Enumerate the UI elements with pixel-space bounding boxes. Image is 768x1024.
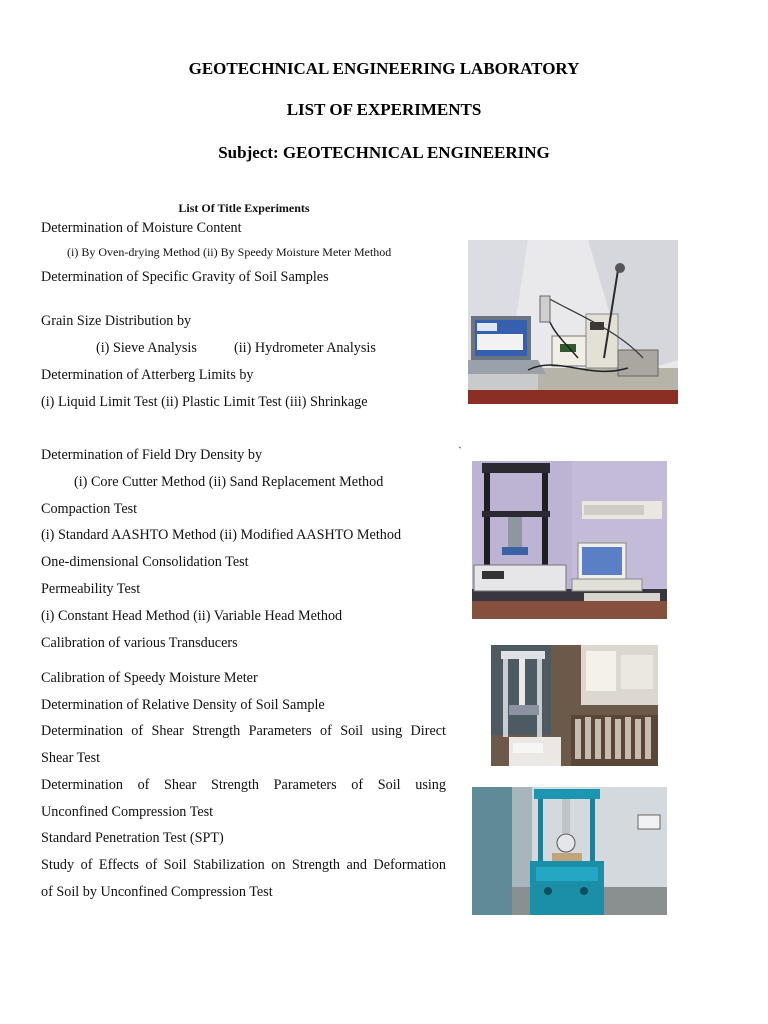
lab-photo-transducer-setup	[468, 240, 678, 404]
subject-title: Subject: GEOTECHNICAL ENGINEERING	[218, 143, 550, 162]
experiment-line: Study of Effects of Soil Stabilization on Strength and Deformation	[41, 857, 446, 873]
experiment-line: Calibration of various Transducers	[41, 635, 238, 651]
experiment-line: (i) Core Cutter Method (ii) Sand Replacement Method	[74, 474, 384, 490]
experiment-line: Grain Size Distribution by	[41, 313, 192, 329]
experiment-line: Determination of Specific Gravity of Soil Samples	[41, 269, 329, 285]
experiment-line: Determination of Field Dry Density by	[41, 447, 263, 463]
experiment-line: One-dimensional Consolidation Test	[41, 554, 249, 570]
experiment-line: Compaction Test	[41, 501, 138, 517]
stray-mark: `	[458, 444, 462, 458]
experiment-line: (ii) Hydrometer Analysis	[234, 340, 376, 356]
experiment-line: (i) Constant Head Method (ii) Variable Head Method	[41, 608, 343, 624]
experiment-line: of Soil by Unconfined Compression Test	[41, 884, 273, 900]
experiment-line: Standard Penetration Test (SPT)	[41, 830, 224, 846]
experiment-line: Determination of Relative Density of Soil Sample	[41, 697, 325, 713]
experiment-line: (i) Standard AASHTO Method (ii) Modified AASHTO Method	[41, 527, 402, 543]
lab-photo-compression-frame	[491, 645, 658, 766]
experiment-line: Unconfined Compression Test	[41, 804, 214, 820]
experiment-line: Determination of Atterberg Limits by	[41, 367, 254, 383]
list-title: LIST OF EXPERIMENTS	[286, 100, 482, 119]
experiment-line: Calibration of Speedy Moisture Meter	[41, 670, 258, 686]
experiment-line: Shear Test	[41, 750, 101, 766]
experiment-line: Permeability Test	[41, 581, 141, 597]
lab-photo-triaxial-machine	[472, 787, 667, 915]
experiment-line: (i) Sieve Analysis	[96, 340, 197, 356]
lab-title: GEOTECHNICAL ENGINEERING LABORATORY	[188, 59, 580, 78]
experiment-line: Determination of Moisture Content	[41, 220, 242, 236]
list-heading: List Of Title Experiments	[178, 201, 310, 215]
experiment-line: (i) Liquid Limit Test (ii) Plastic Limit Test (iii) Shrinkage	[41, 394, 368, 410]
experiment-line: Determination of Shear Strength Parameters of Soil using	[41, 777, 446, 793]
lab-photo-loading-frame-computer	[472, 461, 667, 619]
experiment-line: Determination of Shear Strength Parameters of Soil using Direct	[41, 723, 446, 739]
experiment-line: (i) By Oven-drying Method (ii) By Speedy Moisture Meter Method	[67, 245, 392, 259]
